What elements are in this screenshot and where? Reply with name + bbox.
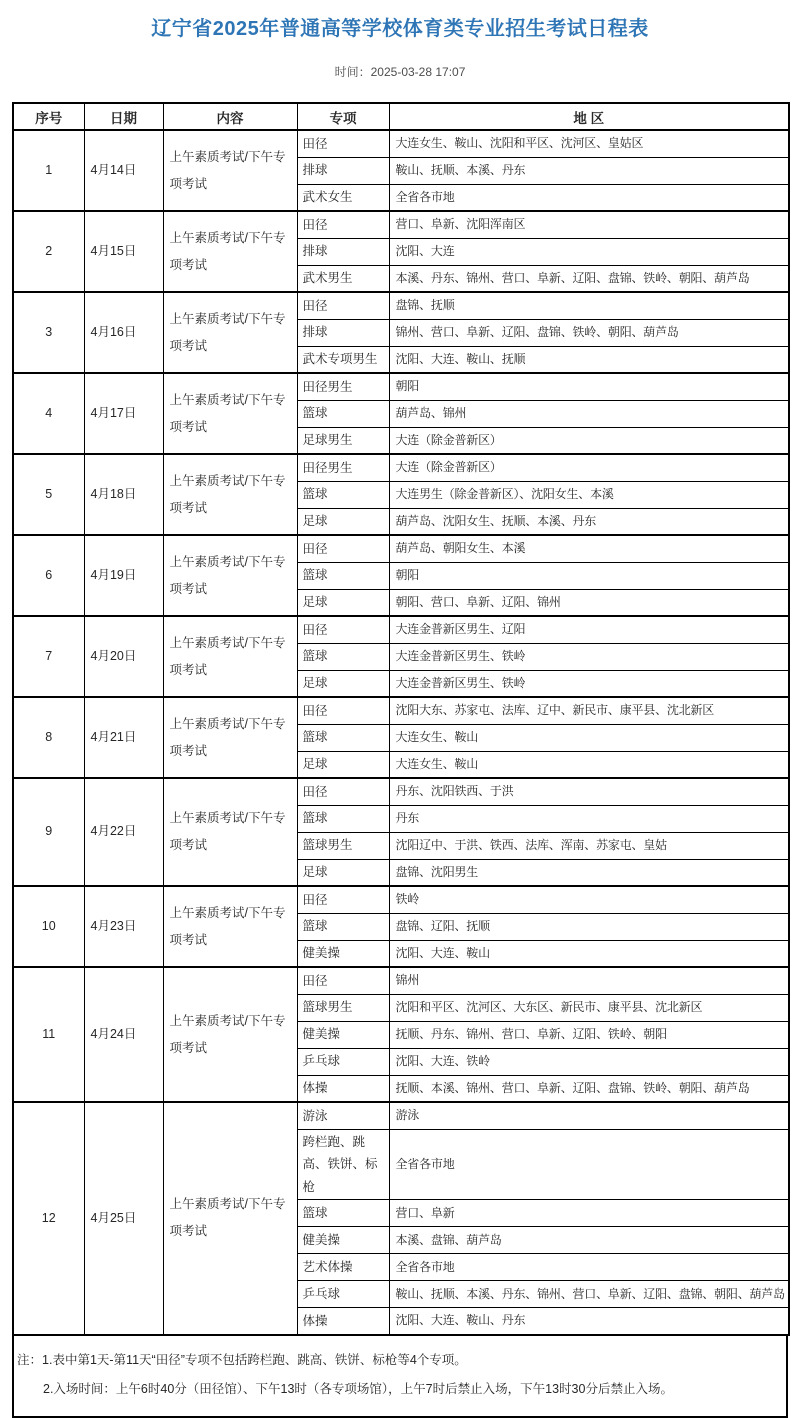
region-cell: 葫芦岛、锦州: [389, 400, 789, 427]
sport-cell: 篮球: [297, 643, 389, 670]
header-date: 日期: [84, 103, 163, 130]
region-cell: 鞍山、抚顺、本溪、丹东、锦州、营口、阜新、辽阳、盘锦、朝阳、葫芦岛: [389, 1281, 789, 1308]
region-cell: 营口、阜新: [389, 1200, 789, 1227]
region-cell: 鞍山、抚顺、本溪、丹东: [389, 157, 789, 184]
row-index-cell: 1: [13, 130, 84, 211]
region-cell: 全省各市地: [389, 1129, 789, 1200]
sport-cell: 篮球: [297, 805, 389, 832]
region-cell: 全省各市地: [389, 1254, 789, 1281]
sport-cell: 篮球: [297, 724, 389, 751]
content-cell: 上午素质考试/下午专项考试: [163, 211, 297, 292]
region-cell: 本溪、丹东、锦州、营口、阜新、辽阳、盘锦、铁岭、朝阳、葫芦岛: [389, 265, 789, 292]
sport-cell: 篮球: [297, 562, 389, 589]
note-prefix: 注：: [17, 1353, 42, 1367]
content-cell: 上午素质考试/下午专项考试: [163, 778, 297, 886]
sport-cell: 足球: [297, 751, 389, 778]
region-cell: 大连金普新区男生、铁岭: [389, 670, 789, 697]
content-cell: 上午素质考试/下午专项考试: [163, 130, 297, 211]
day-row: [13, 211, 789, 238]
content-cell: 上午素质考试/下午专项考试: [163, 292, 297, 373]
sport-cell: 乒乓球: [297, 1281, 389, 1308]
sport-cell: 篮球男生: [297, 832, 389, 859]
sport-cell: 田径: [297, 967, 389, 994]
date-cell: 4月16日: [84, 292, 163, 373]
sport-cell: 武术男生: [297, 265, 389, 292]
day-row: [13, 778, 789, 805]
region-cell: 全省各市地: [389, 184, 789, 211]
sport-cell: 田径: [297, 697, 389, 724]
region-cell: 营口、阜新、沈阳浑南区: [389, 211, 789, 238]
day-row: [13, 373, 789, 400]
region-cell: 朝阳: [389, 562, 789, 589]
sport-cell: 健美操: [297, 1021, 389, 1048]
sport-cell: 体操: [297, 1075, 389, 1102]
region-cell: 抚顺、丹东、锦州、营口、阜新、辽阳、铁岭、朝阳: [389, 1021, 789, 1048]
region-cell: 丹东、沈阳铁西、于洪: [389, 778, 789, 805]
region-cell: 朝阳、营口、阜新、辽阳、锦州: [389, 589, 789, 616]
region-cell: 锦州、营口、阜新、辽阳、盘锦、铁岭、朝阳、葫芦岛: [389, 319, 789, 346]
region-cell: 盘锦、沈阳男生: [389, 859, 789, 886]
day-row: [13, 616, 789, 643]
sport-cell: 健美操: [297, 1227, 389, 1254]
date-cell: 4月17日: [84, 373, 163, 454]
note-text-1: 1.表中第1天-第11天“田径”专项不包括跨栏跑、跳高、铁饼、标枪等4个专项。: [42, 1353, 467, 1367]
sport-cell: 篮球: [297, 400, 389, 427]
date-cell: 4月23日: [84, 886, 163, 967]
header-content: 内容: [163, 103, 297, 130]
date-cell: 4月21日: [84, 697, 163, 778]
row-index-cell: 5: [13, 454, 84, 535]
sport-cell: 武术专项男生: [297, 346, 389, 373]
date-cell: 4月25日: [84, 1102, 163, 1335]
sport-cell: 田径男生: [297, 373, 389, 400]
row-index-cell: 11: [13, 967, 84, 1102]
header-region: 地 区: [389, 103, 789, 130]
sport-cell: 乒乓球: [297, 1048, 389, 1075]
row-index-cell: 4: [13, 373, 84, 454]
day-row: [13, 292, 789, 319]
sport-cell: 篮球: [297, 1200, 389, 1227]
row-index-cell: 3: [13, 292, 84, 373]
region-cell: 沈阳辽中、于洪、铁西、法库、浑南、苏家屯、皇姑: [389, 832, 789, 859]
region-cell: 沈阳、大连、鞍山、丹东: [389, 1308, 789, 1335]
sport-cell: 足球: [297, 508, 389, 535]
header-num: 序号: [13, 103, 84, 130]
content-cell: 上午素质考试/下午专项考试: [163, 1102, 297, 1335]
row-index-cell: 2: [13, 211, 84, 292]
sport-cell: 田径: [297, 616, 389, 643]
sport-cell: 田径: [297, 292, 389, 319]
day-row: [13, 886, 789, 913]
schedule-table: [12, 102, 790, 1336]
row-index-cell: 8: [13, 697, 84, 778]
timestamp-label: 时间：: [335, 65, 371, 79]
sport-cell: 艺术体操: [297, 1254, 389, 1281]
region-cell: 沈阳大东、苏家屯、法库、辽中、新民市、康平县、沈北新区: [389, 697, 789, 724]
region-cell: 盘锦、抚顺: [389, 292, 789, 319]
region-cell: 丹东: [389, 805, 789, 832]
region-cell: 沈阳和平区、沈河区、大东区、新民市、康平县、沈北新区: [389, 994, 789, 1021]
row-index-cell: 9: [13, 778, 84, 886]
region-cell: 沈阳、大连、铁岭: [389, 1048, 789, 1075]
day-row: [13, 454, 789, 481]
row-index-cell: 7: [13, 616, 84, 697]
day-row: [13, 967, 789, 994]
date-cell: 4月14日: [84, 130, 163, 211]
sport-cell: 篮球: [297, 913, 389, 940]
row-index-cell: 12: [13, 1102, 84, 1335]
region-cell: 游泳: [389, 1102, 789, 1129]
day-row: [13, 697, 789, 724]
region-cell: 大连（除金普新区）: [389, 454, 789, 481]
region-cell: 抚顺、本溪、锦州、营口、阜新、辽阳、盘锦、铁岭、朝阳、葫芦岛: [389, 1075, 789, 1102]
content-cell: 上午素质考试/下午专项考试: [163, 616, 297, 697]
content-cell: 上午素质考试/下午专项考试: [163, 373, 297, 454]
sport-cell: 足球: [297, 859, 389, 886]
content-cell: 上午素质考试/下午专项考试: [163, 454, 297, 535]
sport-cell: 足球: [297, 589, 389, 616]
region-cell: 铁岭: [389, 886, 789, 913]
region-cell: 大连金普新区男生、辽阳: [389, 616, 789, 643]
header-row: [13, 103, 789, 130]
sport-cell: 跨栏跑、跳高、铁饼、标枪: [297, 1129, 389, 1200]
sport-cell: 田径男生: [297, 454, 389, 481]
region-cell: 盘锦、辽阳、抚顺: [389, 913, 789, 940]
sport-cell: 排球: [297, 238, 389, 265]
date-cell: 4月20日: [84, 616, 163, 697]
timestamp: [0, 63, 800, 80]
date-cell: 4月15日: [84, 211, 163, 292]
sport-cell: 田径: [297, 130, 389, 157]
region-cell: 大连（除金普新区）: [389, 427, 789, 454]
sport-cell: 体操: [297, 1308, 389, 1335]
region-cell: 大连女生、鞍山: [389, 751, 789, 778]
region-cell: 沈阳、大连、鞍山、抚顺: [389, 346, 789, 373]
row-index-cell: 10: [13, 886, 84, 967]
region-cell: 大连金普新区男生、铁岭: [389, 643, 789, 670]
row-index-cell: 6: [13, 535, 84, 616]
region-cell: 葫芦岛、沈阳女生、抚顺、本溪、丹东: [389, 508, 789, 535]
sport-cell: 武术女生: [297, 184, 389, 211]
region-cell: 葫芦岛、朝阳女生、本溪: [389, 535, 789, 562]
sport-cell: 田径: [297, 211, 389, 238]
region-cell: 沈阳、大连: [389, 238, 789, 265]
content-cell: 上午素质考试/下午专项考试: [163, 967, 297, 1102]
date-cell: 4月19日: [84, 535, 163, 616]
sport-cell: 田径: [297, 886, 389, 913]
region-cell: 朝阳: [389, 373, 789, 400]
date-cell: 4月18日: [84, 454, 163, 535]
sport-cell: 篮球男生: [297, 994, 389, 1021]
sport-cell: 健美操: [297, 940, 389, 967]
date-cell: 4月24日: [84, 967, 163, 1102]
content-cell: 上午素质考试/下午专项考试: [163, 535, 297, 616]
sport-cell: 足球: [297, 670, 389, 697]
timestamp-value: 2025-03-28 17:07: [371, 65, 466, 79]
content-cell: 上午素质考试/下午专项考试: [163, 697, 297, 778]
sport-cell: 田径: [297, 778, 389, 805]
sport-cell: 篮球: [297, 481, 389, 508]
sport-cell: 排球: [297, 319, 389, 346]
notes-section: [12, 1336, 788, 1418]
content-cell: 上午素质考试/下午专项考试: [163, 886, 297, 967]
day-row: [13, 1102, 789, 1129]
region-cell: 大连女生、鞍山、沈阳和平区、沈河区、皇姑区: [389, 130, 789, 157]
sport-cell: 足球男生: [297, 427, 389, 454]
region-cell: 沈阳、大连、鞍山: [389, 940, 789, 967]
date-cell: 4月22日: [84, 778, 163, 886]
region-cell: 锦州: [389, 967, 789, 994]
sport-cell: 排球: [297, 157, 389, 184]
day-row: [13, 130, 789, 157]
note-line-2: 2.入场时间：上午6时40分（田径馆）、下午13时（各专项场馆），上午7时后禁止入场，下午13时30分后禁止入场。: [43, 1375, 780, 1404]
sport-cell: 田径: [297, 535, 389, 562]
header-sport: 专项: [297, 103, 389, 130]
region-cell: 本溪、盘锦、葫芦岛: [389, 1227, 789, 1254]
schedule-table-body: [13, 130, 789, 1335]
region-cell: 大连男生（除金普新区）、沈阳女生、本溪: [389, 481, 789, 508]
sport-cell: 游泳: [297, 1102, 389, 1129]
page-title: 辽宁省2025年普通高等学校体育类专业招生考试日程表: [0, 12, 800, 41]
region-cell: 大连女生、鞍山: [389, 724, 789, 751]
note-line-1: [17, 1346, 780, 1375]
day-row: [13, 535, 789, 562]
